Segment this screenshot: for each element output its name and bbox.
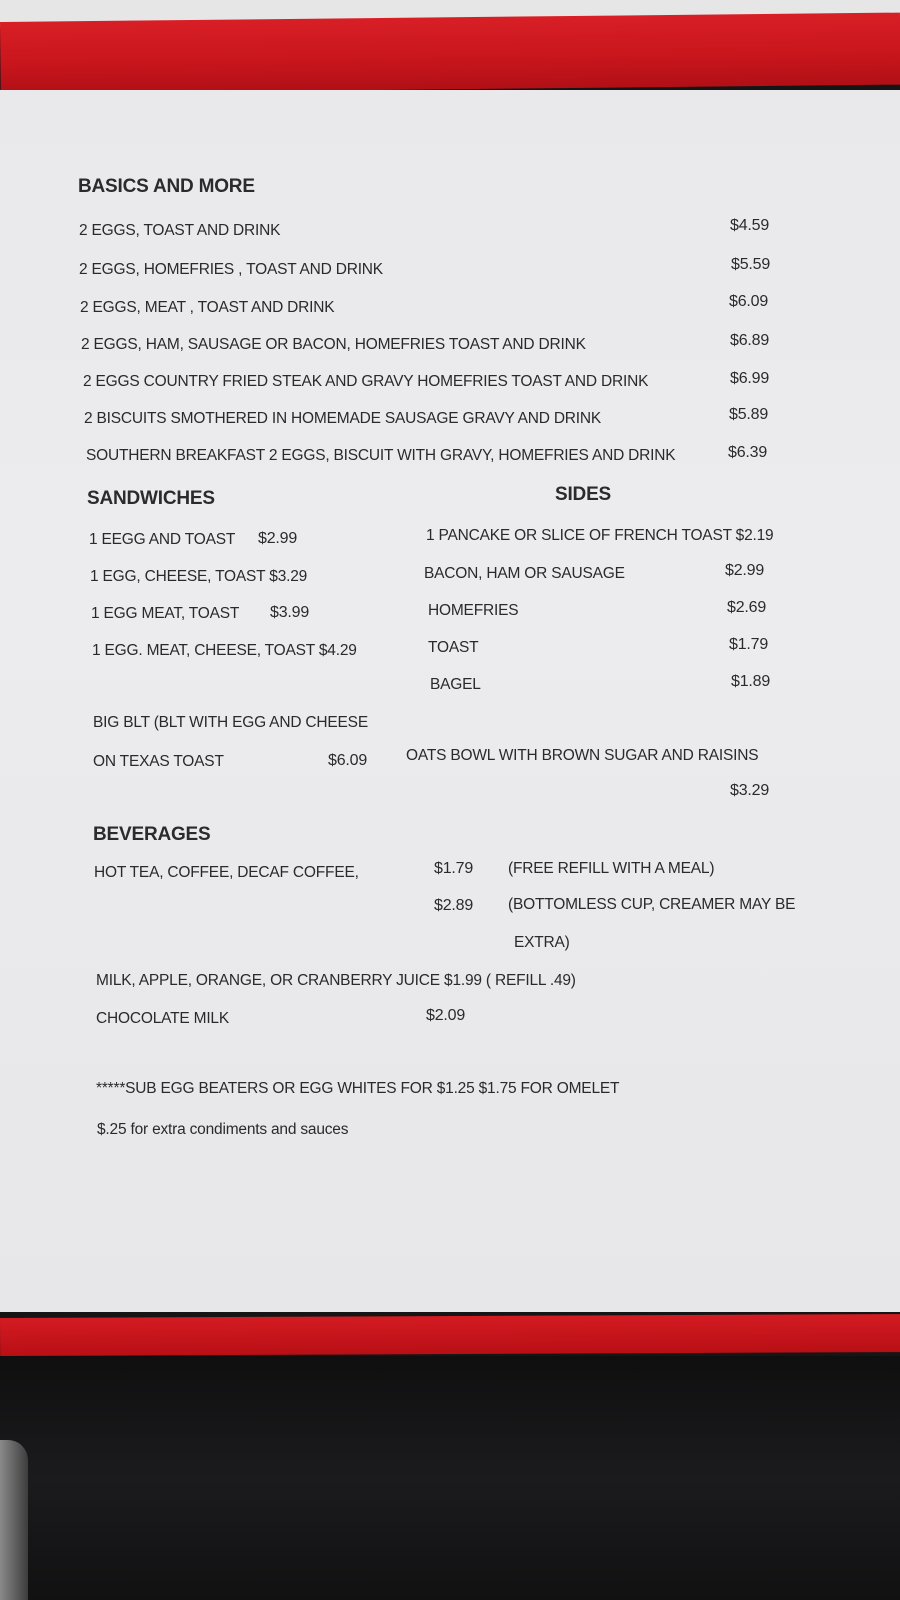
basics-item-price: $6.89	[730, 332, 770, 349]
chocolate-milk: CHOCOLATE MILK	[96, 1010, 229, 1027]
basics-item-name: 2 EGGS COUNTRY FRIED STEAK AND GRAVY HOMEFRIES TOAST AND DRINK	[83, 373, 649, 390]
sandwich-item-name: 1 EGG, CHEESE, TOAST $3.29	[90, 568, 308, 585]
oats-bowl-price: $3.29	[730, 782, 770, 799]
chocolate-milk-price: $2.09	[426, 1007, 466, 1024]
basics-item-price: $6.99	[730, 370, 770, 387]
beverages-heading: BEVERAGES	[93, 824, 211, 845]
basics-item-price: $5.59	[731, 256, 771, 273]
basics-item-name: SOUTHERN BREAKFAST 2 EGGS, BISCUIT WITH GRAVY, HOMEFRIES AND DRINK	[86, 447, 676, 464]
juice-line: MILK, APPLE, ORANGE, OR CRANBERRY JUICE $1.99 ( REFILL .49)	[96, 972, 576, 989]
sandwich-item-name: 1 EGG. MEAT, CHEESE, TOAST $4.29	[92, 642, 357, 659]
sandwich-item-price: $3.99	[270, 604, 310, 621]
side-item-name: HOMEFRIES	[428, 602, 519, 619]
basics-item-name: 2 EGGS, MEAT , TOAST AND DRINK	[80, 299, 335, 316]
oats-bowl-name: OATS BOWL WITH BROWN SUGAR AND RAISINS	[406, 747, 759, 764]
side-item-name: TOAST	[428, 639, 479, 656]
menu-sheet	[0, 90, 900, 1312]
sandwich-item-name: 1 EGG MEAT, TOAST	[91, 605, 240, 622]
side-item-price: $2.69	[727, 599, 767, 616]
bottomless-note-cont: EXTRA)	[514, 934, 570, 951]
side-item-name: BACON, HAM OR SAUSAGE	[424, 565, 625, 582]
condiments-note: $.25 for extra condiments and sauces	[97, 1121, 349, 1138]
basics-heading: BASICS AND MORE	[78, 176, 255, 197]
basics-item-price: $6.09	[729, 293, 769, 310]
hot-drinks: HOT TEA, COFFEE, DECAF COFFEE,	[94, 864, 359, 881]
blt-line-2: ON TEXAS TOAST	[93, 753, 224, 770]
sandwich-item-price: $2.99	[258, 530, 298, 547]
refill-note: (FREE REFILL WITH A MEAL)	[508, 860, 715, 877]
side-item-price: $2.99	[725, 562, 765, 579]
sandwich-item-name: 1 EEGG AND TOAST	[89, 531, 236, 548]
basics-item-name: 2 EGGS, TOAST AND DRINK	[79, 222, 281, 239]
sides-heading: SIDES	[555, 484, 612, 505]
basics-item-name: 2 EGGS, HAM, SAUSAGE OR BACON, HOMEFRIES TOAST AND DRINK	[81, 336, 586, 353]
fabric-fold	[0, 1440, 28, 1600]
blt-price: $6.09	[328, 752, 368, 769]
basics-item-price: $5.89	[729, 406, 769, 423]
side-item-name: 1 PANCAKE OR SLICE OF FRENCH TOAST $2.19	[426, 527, 774, 544]
bottomless-note: (BOTTOMLESS CUP, CREAMER MAY BE	[508, 896, 796, 913]
menu-cover-bottom-band	[0, 1314, 900, 1356]
hot-drinks-price: $1.79	[434, 860, 474, 877]
sandwiches-heading: SANDWICHES	[87, 488, 215, 509]
bottomless-price: $2.89	[434, 897, 474, 914]
basics-item-price: $6.39	[728, 444, 768, 461]
basics-item-name: 2 EGGS, HOMEFRIES , TOAST AND DRINK	[79, 261, 383, 278]
side-item-name: BAGEL	[430, 676, 481, 693]
blt-line-1: BIG BLT (BLT WITH EGG AND CHEESE	[93, 714, 368, 731]
substitution-note: *****SUB EGG BEATERS OR EGG WHITES FOR $1.25 $1.75 FOR OMELET	[96, 1080, 620, 1097]
basics-item-price: $4.59	[730, 217, 770, 234]
menu-cover-top-band	[0, 13, 900, 94]
dark-fabric-background	[0, 1356, 900, 1600]
side-item-price: $1.89	[731, 673, 771, 690]
basics-item-name: 2 BISCUITS SMOTHERED IN HOMEMADE SAUSAGE GRAVY AND DRINK	[84, 410, 602, 427]
side-item-price: $1.79	[729, 636, 769, 653]
